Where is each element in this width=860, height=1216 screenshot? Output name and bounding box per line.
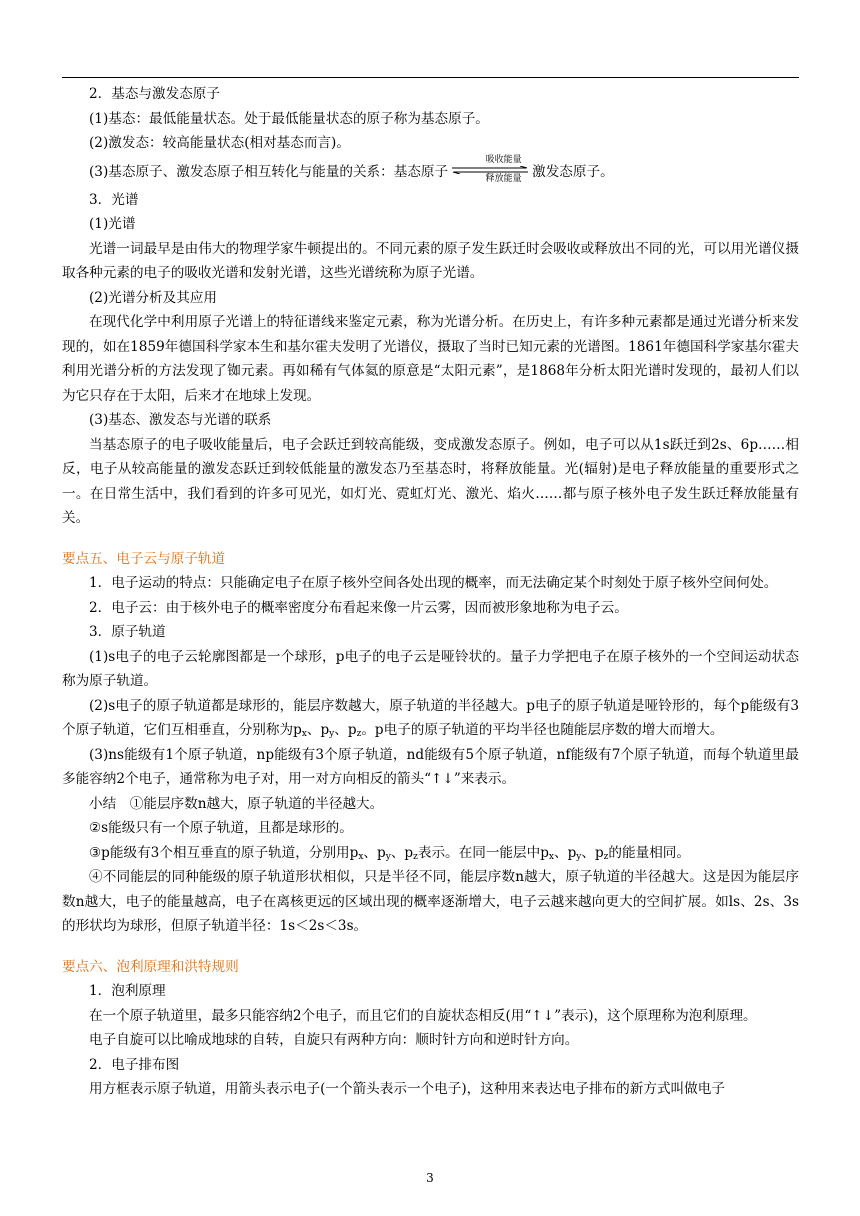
h6-pauli-title: 1．泡利原理: [89, 983, 166, 999]
h5-orbital-title: 3．原子轨道: [89, 624, 166, 640]
s2-conversion: (3)基态原子、激发态原子相互转化与能量的关系：基态原子 吸收能量 释放能量 激发态原子。: [89, 154, 614, 184]
h6-spin-text: 电子自旋可以比喻成地球的自转，自旋只有两种方向：顺时针方向和逆时针方向。: [89, 1032, 579, 1048]
summary-3: ③p能级有3个相互垂直的原子轨道，分别用$p_x$、$p_y$、$p_z$表示。在同一能层中$p_x$、$p_y$、$p_z$的能量相同。: [89, 844, 690, 862]
s3-1-text: 光谱一词最早是由伟大的物理学家牛顿提出的。不同元素的原子发生跃迁时会吸收或释放出不同的光，可以用光谱仪摄取各种元素的电子的吸收光谱和发射光谱，这些光谱统称为原子光谱。: [62, 240, 799, 281]
summary-4: ④不同能层的同种能级的原子轨道形状相似，只是半径不同，能层序数n越大，原子轨道的半径越大。这是因为能层序数n越大，电子的能量越高，电子在离核更远的区域出现的概率逐渐增大，电子云越来越向更大的空间扩展。如ls、2s、3s的形状均为球形，但原子轨道半径：1s＜2s＜3s。: [62, 869, 799, 934]
header-rule: [62, 77, 799, 78]
h5-orbital-3: (3)ns能级有1个原子轨道，np能级有3个原子轨道，nd能级有5个原子轨道，nf能级有7个原子轨道，而每个轨道里最多能容纳2个电子，通常称为电子对，用一对方向相反的箭头“↑↓”来表示。: [62, 746, 799, 787]
h6-diagram-title: 2．电子排布图: [89, 1056, 180, 1073]
page-content: [62, 82, 799, 1102]
equilibrium-arrow-icon: [450, 166, 530, 174]
s3-2-text: 在现代化学中利用原子光谱上的特征谱线来鉴定元素，称为光谱分析。在历史上，有许多种元素都是通过光谱分析来发现的，如在1859年德国科学家本生和基尔霍夫发明了光谱仪，摄取了当时已知元素的光谱图。1861年德国科学家基尔霍夫利用光谱分析的方法发现了铷元素。再如稀有气体氦的原意是“太阳元素”，是1868年分析太阳光谱时发现的，最初人们以为它只存在于太阳，后来才在地球上发现。: [62, 314, 799, 404]
s2-basic-state: (1)基态：最低能量状态。处于最低能量状态的原子称为基态原子。: [89, 110, 489, 127]
s3-1-title: (1)光谱: [89, 216, 136, 232]
reversible-arrow: [450, 154, 530, 184]
s3-3-title: (3)基态、激发态与光谱的联系: [89, 412, 272, 428]
s3-3-text: 当基态原子的电子吸收能量后，电子会跃迁到较高能级，变成激发态原子。例如，电子可以从1s跃迁到2s、6p……相反，电子从较高能量的激发态跃迁到较低能量的激发态乃至基态时，将释放能量。光(辐射)是电子释放能量的重要形式之一。在日常生活中，我们看到的许多可见光，如灯光、霓虹灯光、激光、焰火……都与原子核外电子发生跃迁释放能量有关。: [62, 436, 799, 526]
heading-point-6: 要点六、泡利原理和洪特规则: [62, 958, 239, 975]
s3-2-title: (2)光谱分析及其应用: [89, 289, 218, 306]
section-3-title: 3．光谱: [89, 191, 139, 208]
summary-2: ②s能级只有一个原子轨道，且都是球形的。: [89, 820, 353, 836]
h5-orbital-1: (1)s电子的电子云轮廓图都是一个球形，p电子的电子云是哑铃状的。量子力学把电子在原子核外的一个空间运动状态称为原子轨道。: [62, 648, 799, 689]
summary-1: 小结 ①能层序数n越大，原子轨道的半径越大。: [89, 795, 384, 812]
h5-electron-motion: 1．电子运动的特点：只能确定电子在原子核外空间各处出现的概率，而无法确定某个时刻处于原子核外空间何处。: [89, 575, 778, 591]
section-2-title: 2．基态与激发态原子: [89, 86, 220, 102]
h6-diagram-text: 用方框表示原子轨道，用箭头表示电子(一个箭头表示一个电子)，这种用来表达电子排布的新方式叫做电子: [89, 1081, 725, 1097]
heading-point-5: 要点五、电子云与原子轨道: [62, 550, 226, 567]
arrow-label-absorb: 吸收能量: [485, 154, 522, 165]
arrow-label-release: 释放能量: [485, 173, 522, 184]
page-number: 3: [426, 1171, 434, 1185]
h5-orbital-2: (2)s电子的原子轨道都是球形的，能层序数越大，原子轨道的半径越大。p电子的原子轨道是哑铃形的，每个p能级有3个原子轨道，它们互相垂直，分别称为$p_x$、$p_y$、$p_z$。p电子的原子轨道的平均半径也随能层序数的增大而增大。: [62, 697, 799, 739]
h6-pauli-text: 在一个原子轨道里，最多只能容纳2个电子，而且它们的自旋状态相反(用“↑↓”表示)，这个原理称为泡利原理。: [89, 1007, 757, 1024]
h5-electron-cloud: 2．电子云：由于核外电子的概率密度分布看起来像一片云雾，因而被形象地称为电子云。: [89, 599, 628, 616]
s2-excited-state: (2)激发态：较高能量状态(相对基态而言)。: [89, 135, 350, 151]
